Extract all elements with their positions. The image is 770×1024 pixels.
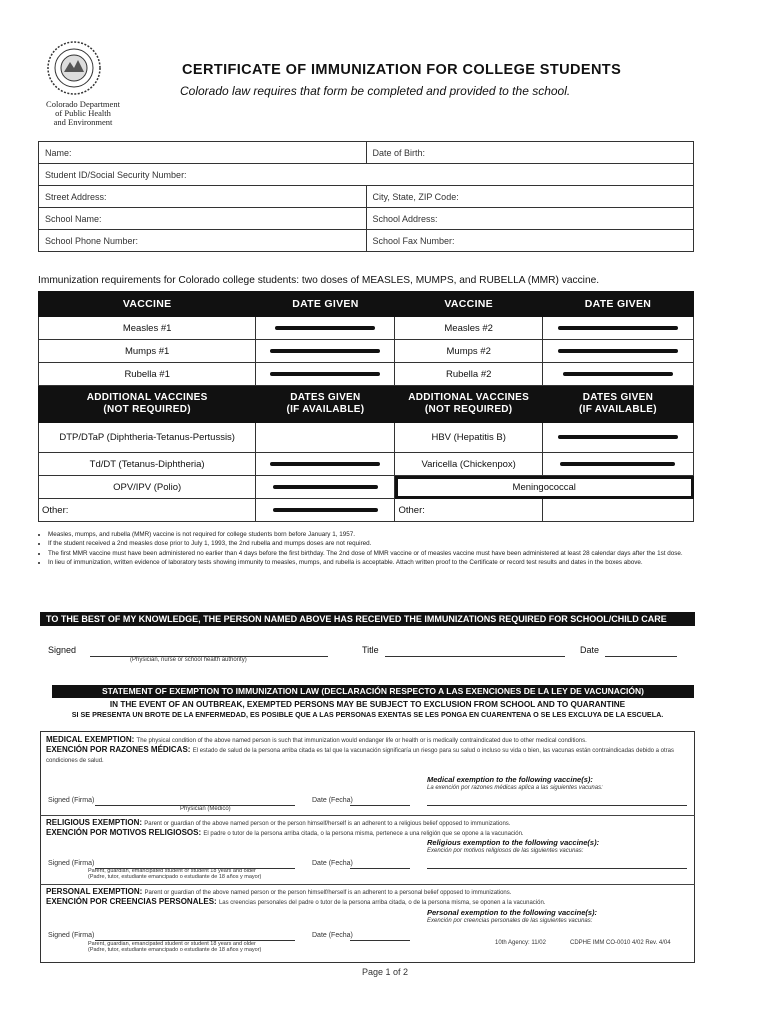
redaction-mark [558,435,678,439]
date-cell[interactable] [542,499,693,522]
medical-exemption: MEDICAL EXEMPTION: The physical condition of the above named person is such that immunization would endanger life or health or is medically contraindicated due to other medical conditions. EXENCIÓN POR RAZONES MÉDICAS: El estado de salud de la persona arriba citada es tal que la vacunación significaría un riesgo para su salud o incluso su vida o bien, las vacunas están contraindicadas debido a otras condiciones de salud. [46,735,675,764]
date-cell[interactable] [542,423,693,453]
header-date-given: DATE GIVEN [256,292,395,317]
date-cell[interactable] [542,340,693,363]
other-label: Other: [39,499,256,522]
personal-right-label: Personal exemption to the following vaccine(s): [427,908,598,917]
table-row [39,363,694,386]
dob-field[interactable]: Date of Birth: [366,142,694,164]
header-date-given: DATE GIVEN [542,292,693,317]
vaccine-label: DTP/DTaP (Diphtheria-Tetanus-Pertussis) [39,423,256,453]
date-cell[interactable] [256,453,395,476]
school-address-field[interactable]: School Address: [366,208,694,230]
redaction-mark [273,508,378,512]
redaction-mark [273,485,378,489]
vaccine-label: Varicella (Chickenpox) [395,453,542,476]
other-label: Other: [395,499,542,522]
signature-line[interactable] [90,644,328,657]
name-field[interactable]: Name: [39,142,367,164]
date-cell[interactable] [256,476,395,499]
vaccine-table [38,291,694,522]
vaccine-label: HBV (Hepatitis B) [395,423,542,453]
title-line[interactable] [385,644,565,657]
vaccine-label: Mumps #1 [39,340,256,363]
header-vaccine: VACCINE [39,292,256,317]
divider [40,884,695,885]
date-cell[interactable] [256,423,395,453]
religious-exemption: RELIGIOUS EXEMPTION: Parent or guardian of the above named person or the person himself/herself is an adherent to a religious belief opposed to immunizations. EXENCIÓN POR MOTIVOS RELIGIOSOS: El padre o tutor de la persona arriba citada, o la persona misma, pertenece a una religión que se opone a la vacunación. [46,818,524,837]
religious-signed-label: Signed (Firma) [48,860,95,867]
student-info-table [38,141,694,252]
form-agency-code: 10th Agency: 11/02 [495,940,546,946]
student-id-field[interactable]: Student ID/Social Security Number: [39,164,694,186]
signed-label: Signed [48,645,77,655]
table-row [39,453,694,476]
vaccine-label: Td/DT (Tetanus-Diphtheria) [39,453,256,476]
exemption-box [40,731,695,963]
date-cell[interactable] [256,499,395,522]
redaction-mark [270,349,380,353]
medical-right-label-es: La exención por razones médicas aplica a las siguientes vacunas: [427,785,603,791]
redaction-mark [558,326,678,330]
personal-right-label-es: Exención por creencias personales de las siguientes vacunas: [427,918,593,924]
medical-date-line[interactable] [350,795,410,806]
religious-date-label: Date (Fecha) [312,860,353,867]
religious-date-line[interactable] [350,858,410,869]
school-phone-field[interactable]: School Phone Number: [39,230,367,252]
page-title: CERTIFICATE OF IMMUNIZATION FOR COLLEGE STUDENTS [182,62,622,78]
requirement-notes [40,531,703,569]
religious-signed-caption: Parent, guardian, emancipated student or student 18 years and older (Padre, tutor, estudiante emancipado o estudiante de 18 años y mayor) [88,868,262,880]
medical-signed-caption: Physician (Médico) [180,806,231,812]
school-name-field[interactable]: School Name: [39,208,367,230]
table-row [39,476,694,499]
vaccine-label: Measles #2 [395,317,542,340]
date-cell[interactable] [256,363,395,386]
page-subtitle: Colorado law requires that form be completed and provided to the school. [180,84,571,98]
vaccine-label: Rubella #1 [39,363,256,386]
vaccine-label: Measles #1 [39,317,256,340]
personal-date-label: Date (Fecha) [312,932,353,939]
date-cell[interactable] [256,340,395,363]
medical-date-label: Date (Fecha) [312,797,353,804]
note-item: • In lieu of immunization, written evidence of laboratory tests showing immunity to measles, mumps, and rubella is acceptable. Attach written proof to the Certificate or record test results and dates in the boxes above. [48,559,703,567]
requirements-text: Immunization requirements for Colorado college students: two doses of MEASLES, MUMPS, and RUBELLA (MMR) vaccine. [38,275,600,286]
note-item: • Measles, mumps, and rubella (MMR) vaccine is not required for college students born before January 1, 1957. [48,531,703,539]
table-row [39,340,694,363]
redaction-mark [270,372,380,376]
date-label: Date [580,645,600,655]
page-number: Page 1 of 2 [361,967,409,977]
religious-right-label-es: Exención por motivos religiosos de las siguientes vacunas: [427,848,584,854]
form-number: CDPHE IMM CO-0010 4/02 Rev. 4/04 [570,940,671,946]
religious-vaccines-line[interactable] [427,858,687,869]
date-line[interactable] [605,644,677,657]
date-cell[interactable] [542,363,693,386]
header-vaccine: VACCINE [395,292,542,317]
redaction-mark [560,462,675,466]
header-dates-given: DATES GIVEN (IF AVAILABLE) [256,386,395,423]
state-seal-icon [46,40,102,96]
religious-right-label: Religious exemption to the following vaccine(s): [427,838,600,847]
title-label: Title [362,645,379,655]
table-row [39,499,694,522]
personal-signed-caption: Parent, guardian, emancipated student or student 18 years and older (Padre, tutor, estudiante emancipado o estudiante de 18 años y mayor) [88,941,262,953]
redaction-mark [558,349,678,353]
medical-vaccines-line[interactable] [427,795,687,806]
vaccine-label-highlighted: Meningococcal [395,476,694,499]
header-dates-given: DATES GIVEN (IF AVAILABLE) [542,386,693,423]
personal-date-line[interactable] [350,930,410,941]
medical-right-label: Medical exemption to the following vaccine(s): [427,775,593,784]
header-additional-vaccines: ADDITIONAL VACCINES (NOT REQUIRED) [39,386,256,423]
street-address-field[interactable]: Street Address: [39,186,367,208]
school-fax-field[interactable]: School Fax Number: [366,230,694,252]
date-cell[interactable] [256,317,395,340]
medical-signature-line[interactable] [95,795,295,806]
medical-signed-label: Signed (Firma) [48,797,95,804]
vaccine-label: Rubella #2 [395,363,542,386]
redaction-mark [270,462,380,466]
personal-signature-line[interactable] [95,930,295,941]
table-row [39,423,694,453]
outbreak-warning: IN THE EVENT OF AN OUTBREAK, EXEMPTED PERSONS MAY BE SUBJECT TO EXCLUSION FROM SCHOOL AND TO QUARANTINE SI SE PRESENTA UN BROTE DE LA ENFERMEDAD, ES POSIBLE QUE A LAS PERSONAS EXENTAS SE LES PONGA EN CUARENTENA O SE LES EXCLUYA DE LA ESCUELA. [71,700,664,719]
certification-bar: TO THE BEST OF MY KNOWLEDGE, THE PERSON NAMED ABOVE HAS RECEIVED THE IMMUNIZATIONS REQUIRED FOR SCHOOL/CHILD CARE ENTRY [40,612,695,626]
header-additional-vaccines: ADDITIONAL VACCINES (NOT REQUIRED) [395,386,542,423]
redaction-mark [563,372,673,376]
personal-exemption: PERSONAL EXEMPTION: Parent or guardian of the above named person or the person himself/herself is an adherent to a personal belief opposed to immunizations. EXENCIÓN POR CREENCIAS PERSONALES: Las creencias personales del padre o tutor de la persona arriba citada, o de la persona misma, se oponen a la vacunación. [46,887,546,906]
department-name: Colorado Department of Public Health and Environment [46,99,120,127]
vaccine-label: Mumps #2 [395,340,542,363]
signed-caption: (Physician, nurse or school health authority) [130,657,247,663]
note-item: • If the student received a 2nd measles dose prior to July 1, 1993, the 2nd rubella and mumps doses are not required. [48,540,703,548]
personal-signed-label: Signed (Firma) [48,932,95,939]
date-cell[interactable] [542,453,693,476]
date-cell[interactable] [542,317,693,340]
vaccine-label: OPV/IPV (Polio) [39,476,256,499]
city-state-zip-field[interactable]: City, State, ZIP Code: [366,186,694,208]
table-row [39,317,694,340]
note-item: • The first MMR vaccine must have been administered no earlier than 4 days before the first birthday. The 2nd dose of MMR vaccine or of measles vaccine must have been administered at least 28 calendar days after the 1st dose. [48,550,703,558]
redaction-mark [275,326,375,330]
divider [40,815,695,816]
exemption-bar: STATEMENT OF EXEMPTION TO IMMUNIZATION LAW (DECLARACIÓN RESPECTO A LAS EXENCIONES DE LA LEY DE VACUNACIÓN) [52,685,694,698]
